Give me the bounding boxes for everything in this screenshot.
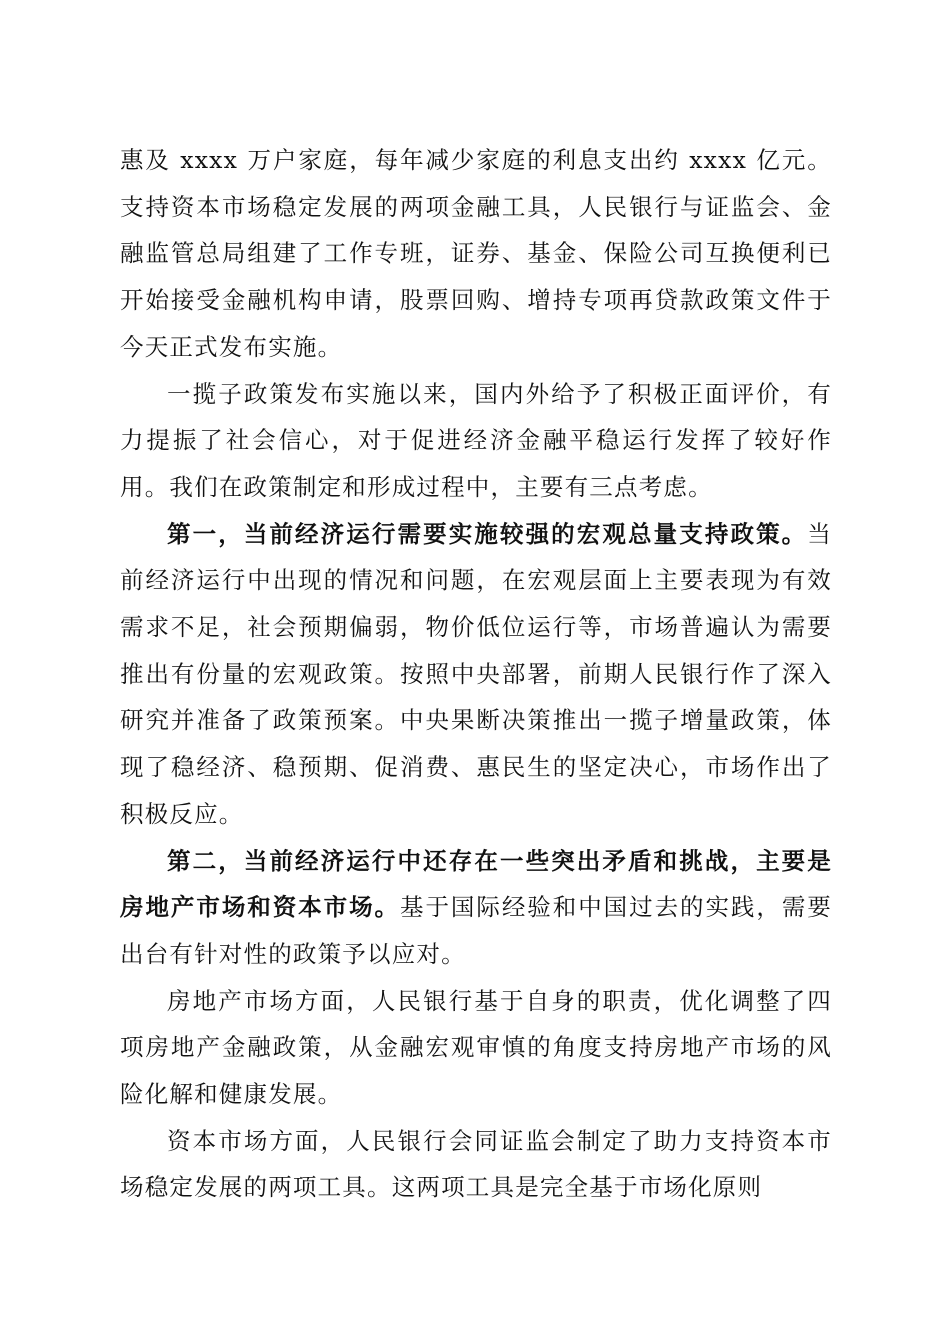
paragraph-6-text: 资本市场方面，人民银行会同证监会制定了助力支持资本市场稳定发展的两项工具。这两项工具是完全基于市场化原则 [120,1126,832,1202]
paragraph-4 [120,838,832,978]
paragraph-6 [120,1118,832,1211]
paragraph-5 [120,978,832,1118]
paragraph-3-lead: 第一，当前经济运行需要实施较强的宏观总量支持政策。 [167,519,808,548]
paragraph-1 [120,137,832,371]
paragraph-4-lead: 第二，当前经济运行中还存在一些突出矛盾和挑战，主要是房地产市场和资本市场。 [120,846,832,922]
paragraph-4-text: 基于国际经验和中国过去的实践，需要出台有针对性的政策予以应对。 [120,893,832,968]
paragraph-5-text: 房地产市场方面，人民银行基于自身的职责，优化调整了四项房地产金融政策，从金融宏观审慎的角度支持房地产市场的风险化解和健康发展。 [120,986,832,1109]
paragraph-3-text: 当前经济运行中出现的情况和问题，在宏观层面上主要表现为有效需求不足，社会预期偏弱，物价低位运行等，市场普遍认为需要推出有份量的宏观政策。按照中央部署，前期人民银行作了深入研究并准备了政策预案。中央果断决策推出一揽子增量政策，体现了稳经济、稳预期、促消费、惠民生的坚定决心，市场作出了积极反应。 [120,519,832,828]
paragraph-1-text: 惠及 xxxx 万户家庭，每年减少家庭的利息支出约 xxxx 亿元。支持资本市场稳定发展的两项金融工具，人民银行与证监会、金融监管总局组建了工作专班，证券、基金、保险公司互换便利已开始接受金融机构申请，股票回购、增持专项再贷款政策文件于今天正式发布实施。 [120,146,832,361]
paragraph-3 [120,511,832,838]
body-text [120,137,832,1211]
paragraph-2-text: 一揽子政策发布实施以来，国内外给予了积极正面评价，有力提振了社会信心，对于促进经济金融平稳运行发挥了较好作用。我们在政策制定和形成过程中，主要有三点考虑。 [120,379,832,501]
paragraph-2 [120,371,832,511]
